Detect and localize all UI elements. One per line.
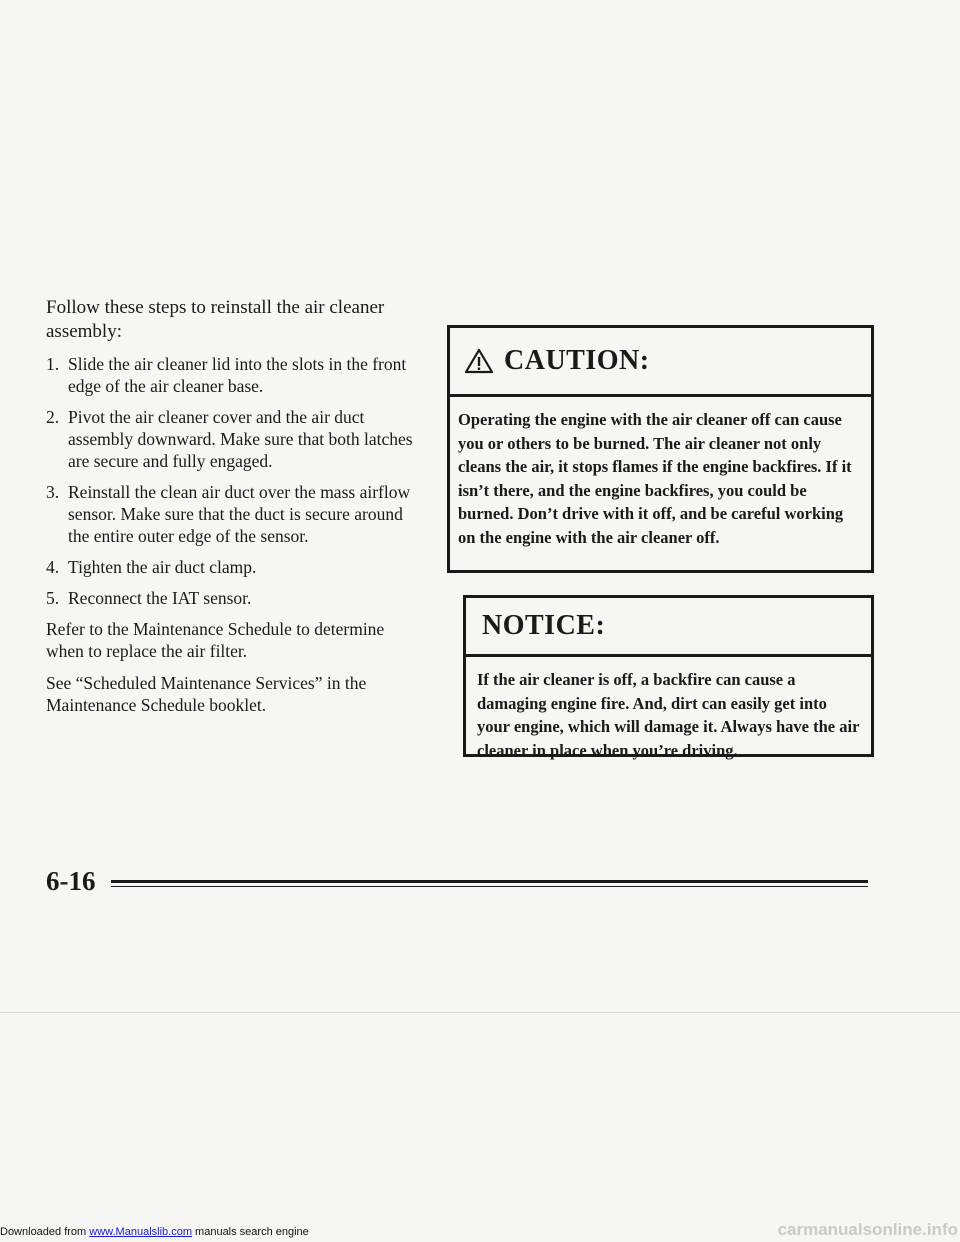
banner-suffix: manuals search engine [195, 1226, 309, 1238]
see-paragraph: See “Scheduled Maintenance Services” in the Maintenance Schedule booklet. [46, 673, 367, 715]
list-item [46, 481, 426, 547]
step-number: 3. [46, 482, 60, 502]
step-text: Reconnect the IAT sensor. [68, 588, 252, 608]
refer-paragraph: Refer to the Maintenance Schedule to determine when to replace the air filter. [46, 619, 385, 661]
list-item [46, 556, 426, 578]
banner-prefix: Downloaded from [0, 1226, 87, 1238]
page-number: 6-16 [46, 866, 96, 896]
footer-rule-thin [111, 886, 868, 887]
download-banner [0, 1226, 309, 1238]
caution-box [447, 325, 874, 573]
step-number: 1. [46, 354, 60, 374]
notice-header [466, 598, 871, 657]
step-text: Reinstall the clean air duct over the mass airflow sensor. Make sure that the duct is secure around the entire outer edge of the sensor. [68, 482, 411, 546]
procedure-intro: Follow these steps to reinstall the air cleaner assembly: [46, 297, 385, 342]
caution-header [450, 328, 871, 397]
notice-box [463, 595, 874, 760]
steps-list [46, 353, 426, 609]
caution-title: CAUTION: [504, 345, 650, 376]
footer-rule [111, 880, 868, 883]
step-number: 4. [46, 557, 60, 577]
list-item [46, 587, 426, 609]
step-text: Pivot the air cleaner cover and the air duct assembly downward. Make sure that both latches are secure and fully engaged. [68, 407, 413, 471]
caution-text: Operating the engine with the air cleaner off can cause you or others to be burned. The air cleaner not only cleans the air, it stops flames if the engine backfires. If it isn’t there, and the engine backfires, you could be burned. Don’t drive with it off, and be careful working on the engine with the air cleaner off. [458, 410, 852, 547]
step-text: Tighten the air duct clamp. [68, 557, 257, 577]
scan-artifact-line [0, 1012, 960, 1013]
manualslib-link[interactable]: www.Manualslib.com [89, 1226, 192, 1238]
step-number: 2. [46, 407, 60, 427]
step-number: 5. [46, 588, 60, 608]
procedure-column [46, 296, 426, 726]
warning-triangle-icon [464, 348, 494, 374]
list-item [46, 406, 426, 472]
site-watermark: carmanualsonline.info [777, 1220, 958, 1239]
step-text: Slide the air cleaner lid into the slots in the front edge of the air cleaner base. [68, 354, 407, 396]
notice-title: NOTICE: [482, 610, 606, 641]
notice-text: If the air cleaner is off, a backfire can cause a damaging engine fire. And, dirt can easily get into your engine, which will damage it. Always have the air cleaner in place when you’re driving. [477, 670, 860, 760]
list-item [46, 353, 426, 397]
